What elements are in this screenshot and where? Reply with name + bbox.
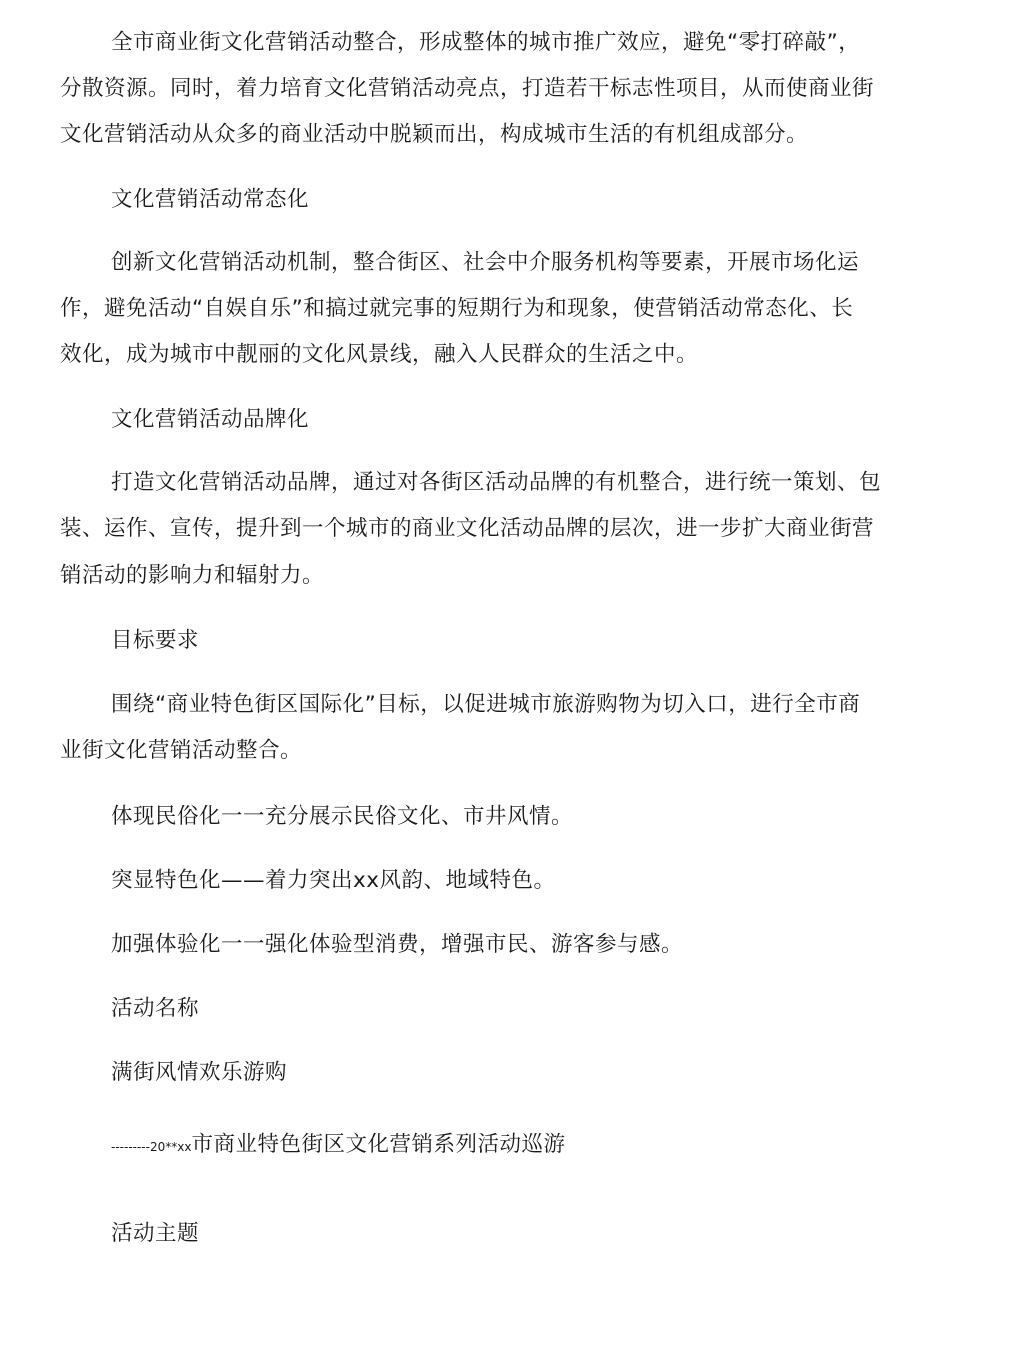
list-item: 体现民俗化一一充分展示民俗文化、市井风情。 [111,804,574,829]
paragraph-line: 打造文化营销活动品牌，通过对各街区活动品牌的有机整合，进行统一策划、包 [111,470,882,495]
list-item: 突显特色化——着力突出xx风韵、地域特色。 [111,868,556,893]
activity-name: 满街风情欢乐游购 [111,1060,288,1085]
paragraph-line: 围绕“商业特色街区国际化”目标，以促进城市旅游购物为切入口，进行全市商 [111,692,861,717]
subtitle-prefix: ---------20**xx [111,1140,192,1154]
paragraph-line: 全市商业街文化营销活动整合，形成整体的城市推广效应，避免“零打碎敲”， [111,30,861,55]
section-heading: 文化营销活动常态化 [111,187,310,212]
activity-subtitle [111,1130,565,1162]
paragraph-line: 分散资源。同时，着力培育文化营销活动亮点，打造若干标志性项目，从而使商业街 [60,76,875,101]
paragraph-line: 销活动的影响力和辐射力。 [60,563,325,588]
subtitle-text: 市商业特色街区文化营销系列活动巡游 [191,1132,566,1157]
paragraph-line: 效化，成为城市中靓丽的文化风景线，融入人民群众的生活之中。 [60,342,699,367]
paragraph-line: 业街文化营销活动整合。 [60,738,303,763]
section-heading: 活动名称 [111,996,200,1021]
paragraph-line: 创新文化营销活动机制，整合街区、社会中介服务机构等要素，开展市场化运 [111,250,860,275]
list-item: 加强体验化一一强化体验型消费，增强市民、游客参与感。 [111,932,684,957]
section-heading: 活动主题 [111,1221,200,1246]
paragraph-line: 文化营销活动从众多的商业活动中脱颖而出，构成城市生活的有机组成部分。 [60,122,809,147]
section-heading: 目标要求 [111,628,200,653]
paragraph-line: 装、运作、宣传，提升到一个城市的商业文化活动品牌的层次，进一步扩大商业街营 [60,516,875,541]
paragraph-line: 作，避免活动“自娱自乐”和搞过就完事的短期行为和现象，使营销活动常态化、长 [60,296,854,321]
section-heading: 文化营销活动品牌化 [111,407,310,432]
